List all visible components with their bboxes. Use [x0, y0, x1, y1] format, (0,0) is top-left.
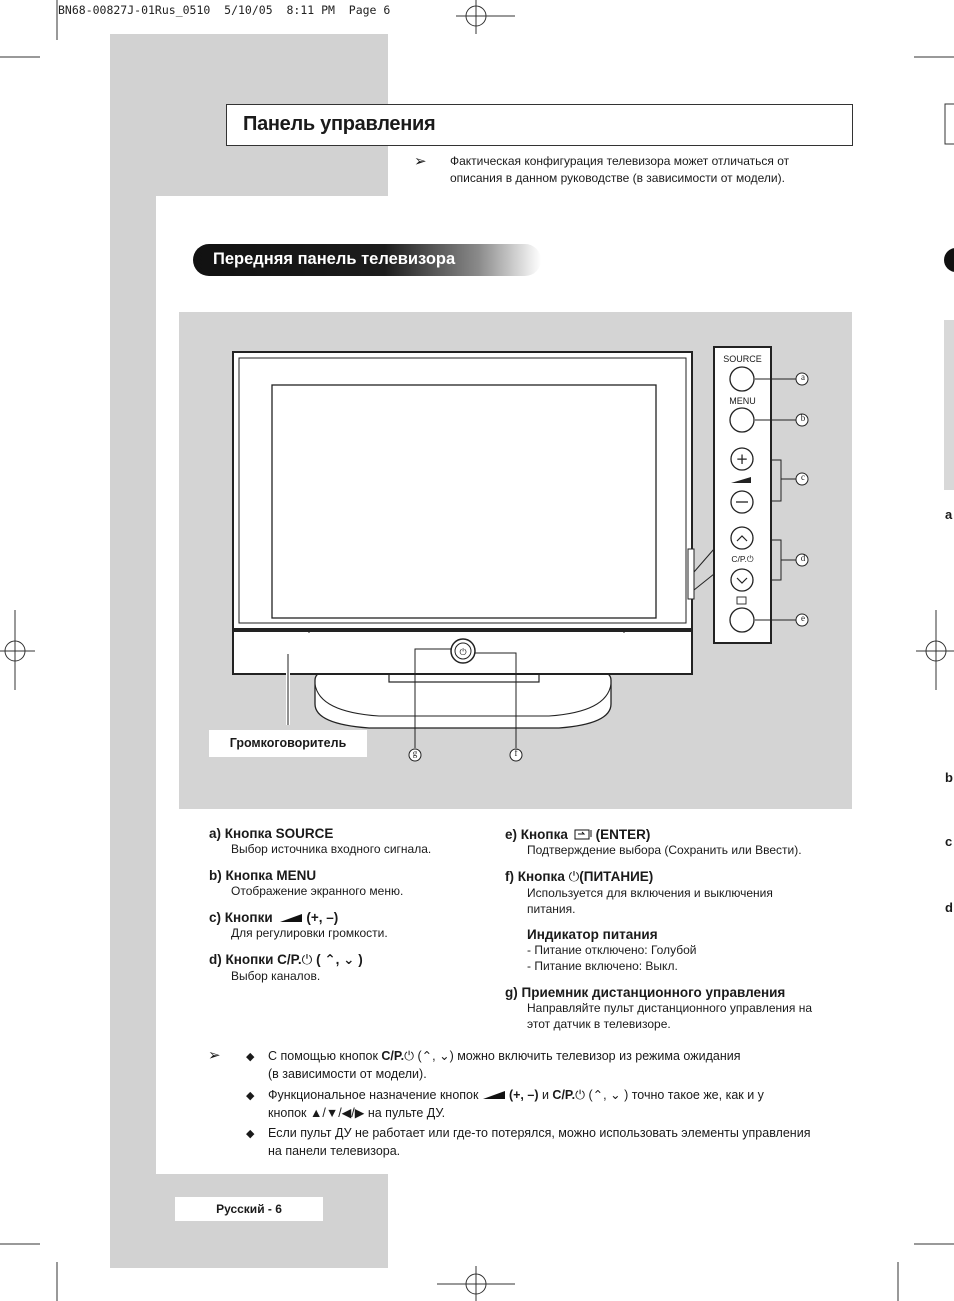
up-icon: ⌃ — [592, 1088, 604, 1102]
edge-letter-d: d — [945, 900, 953, 915]
section-title-pill — [193, 244, 541, 276]
tip-2: Функциональное назначение кнопок (+, –) и C/P.⏻ (⌃, ⌄ ) точно такое же, как и у кнопок ▲/▼/◀/▶ на пульте ДУ. — [268, 1088, 764, 1120]
edge-letter-c: c — [945, 834, 953, 849]
desc-indicator: Индикатор питания - Питание отключено: Голубой - Питание включено: Выкл. — [527, 927, 697, 973]
tip-1: С помощью кнопок C/P.⏻ (⌃, ⌄) можно включить телевизор из режима ожидания (в зависимости от модели). — [268, 1049, 741, 1081]
callout-g: g — [412, 748, 418, 758]
callout-d: d — [800, 553, 806, 563]
cp-button-label: C/P.⏻ — [731, 554, 754, 564]
power-icon: ⏻ — [746, 554, 754, 564]
desc-g: g) Приемник дистанционного управления Направляйте пульт дистанционного управления на этот датчик в телевизоре. — [505, 985, 812, 1031]
power-icon: ⏻ — [301, 952, 313, 967]
enter-icon — [574, 828, 594, 840]
bullet-icon: ◆ — [246, 1090, 255, 1102]
page-title: Панель управления — [243, 113, 436, 135]
desc-b: b) Кнопка MENU Отображение экранного меню. — [209, 868, 404, 898]
note-arrow-icon: ➢ — [414, 153, 427, 170]
power-icon: ⏻ — [575, 1088, 586, 1102]
svg-text:+: + — [735, 450, 749, 468]
desc-e: e) Кнопка (ENTER) Подтверждение выбора (Сохранить или Ввести). — [505, 827, 802, 857]
page-number-label: Русский - 6 — [175, 1197, 323, 1221]
power-icon: ⏻ — [404, 1049, 414, 1063]
bullet-icon: ◆ — [246, 1128, 255, 1140]
up-icon: ⌃ — [421, 1049, 433, 1063]
source-button-label: SOURCE — [723, 354, 762, 364]
volume-icon — [279, 913, 303, 923]
tip-3: Если пульт ДУ не работает или где-то потерялся, можно использовать элементы управления на панели телевизора. — [268, 1126, 811, 1158]
section-title: Передняя панель телевизора — [213, 250, 456, 268]
down-icon: ⌄ — [439, 1049, 450, 1063]
bullet-icon: ◆ — [246, 1051, 255, 1063]
tips-arrow-icon: ➢ — [208, 1047, 221, 1064]
edge-letter-a: a — [945, 507, 953, 522]
speaker-label: Громкоговоритель — [209, 730, 367, 757]
power-icon: ⏻ — [568, 869, 580, 884]
desc-f: f) Кнопка ⏻(ПИТАНИЕ) Используется для включения и выключения питания. — [505, 869, 773, 916]
callout-b: b — [800, 413, 806, 423]
down-icon: ⌄ — [610, 1088, 621, 1102]
menu-button-label: MENU — [729, 396, 756, 406]
svg-text:⏻: ⏻ — [459, 648, 467, 658]
page-title-box — [226, 104, 853, 146]
edge-letter-b: b — [945, 770, 953, 785]
note-text: Фактическая конфигурация телевизора может отличаться от описания в данном руководстве (в зависимости от модели). — [450, 154, 790, 185]
left-grey-band — [110, 196, 156, 1268]
desc-c: c) Кнопки (+, –) Для регулировки громкости. — [209, 910, 388, 940]
callout-e: e — [801, 613, 805, 623]
desc-a: a) Кнопка SOURCE Выбор источника входного сигнала. — [209, 826, 432, 856]
desc-d: d) Кнопки C/P.⏻ ( ⌃, ⌄ ) Выбор каналов. — [209, 952, 363, 983]
callout-a: a — [801, 372, 805, 382]
bottom-grey-band — [156, 1174, 388, 1268]
volume-icon — [482, 1090, 506, 1100]
file-header: BN68-00827J-01Rus_0510 5/10/05 8:11 PM Page 6 — [58, 3, 391, 17]
callout-c: c — [801, 472, 805, 482]
callout-f: f — [514, 748, 518, 758]
